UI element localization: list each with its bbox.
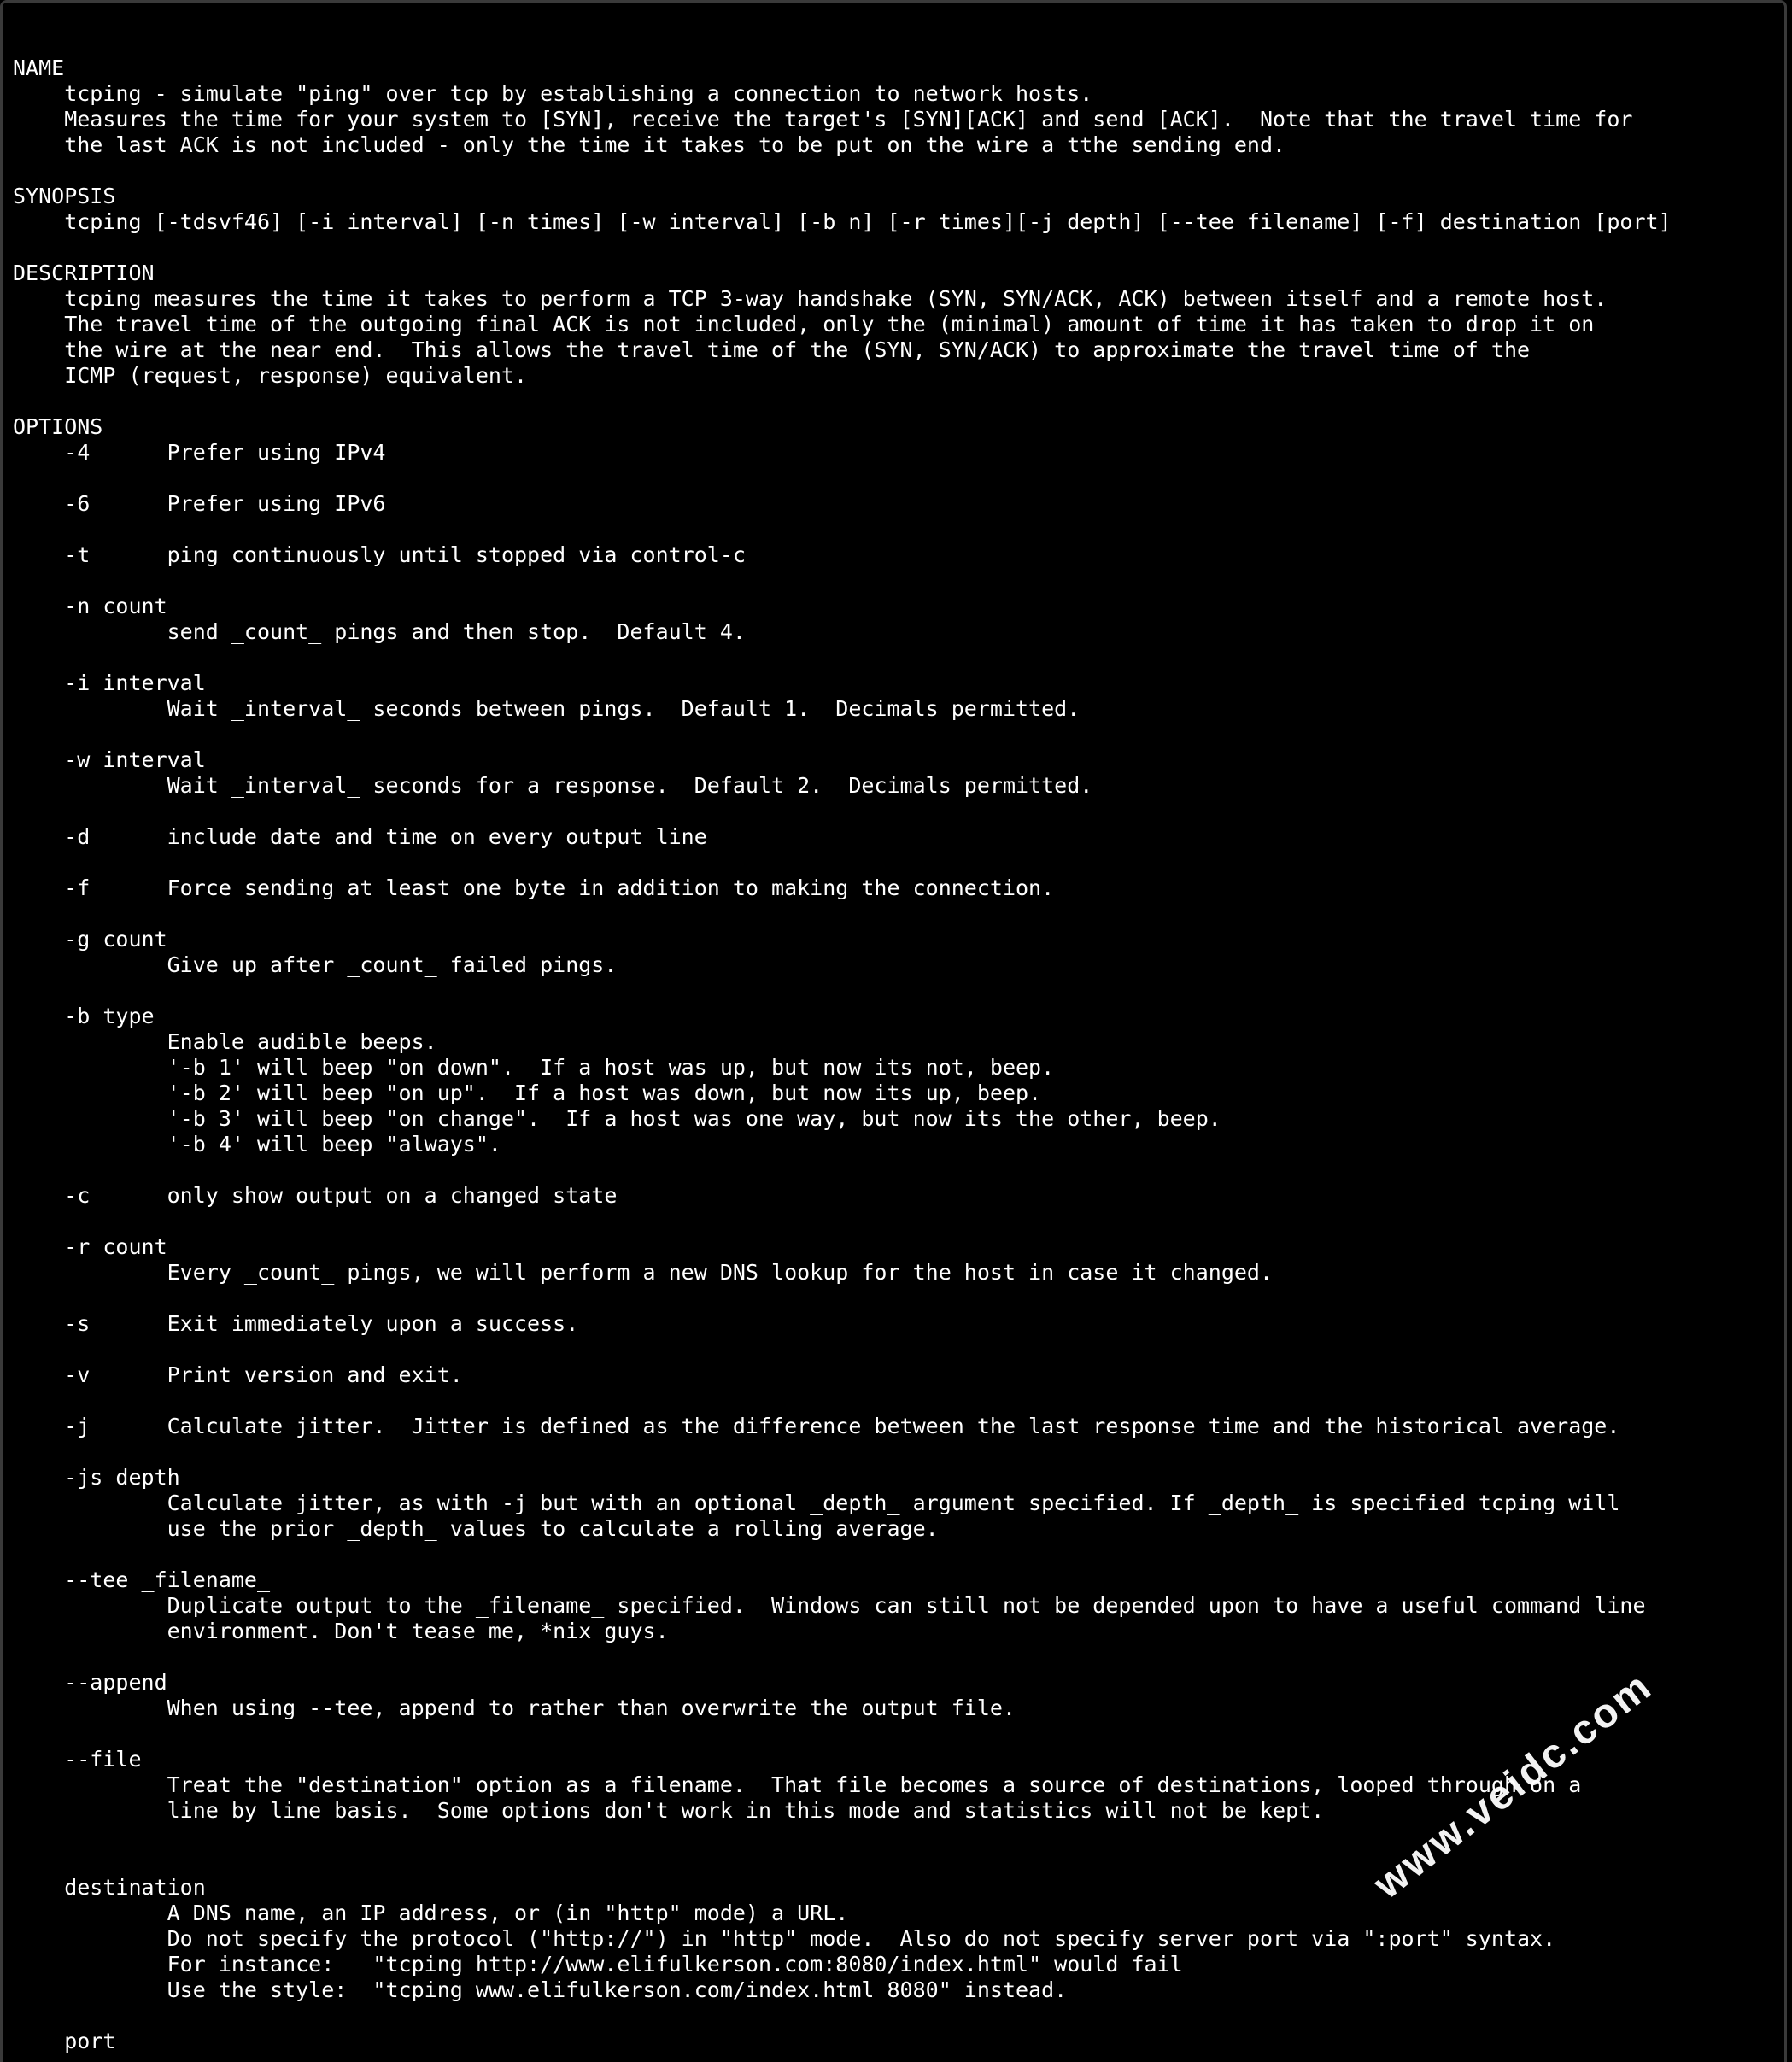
manpage-line: The travel time of the outgoing final ACK is not included, only the (minimal) amount of time it has taken to drop it on	[13, 312, 1595, 337]
manpage-line: -d include date and time on every output line	[13, 824, 707, 849]
manpage-text	[13, 56, 1672, 2054]
manpage-line: Duplicate output to the _filename_ specified. Windows can still not be depended upon to have a useful command line	[13, 1593, 1646, 1618]
manpage-line: port	[13, 2029, 116, 2053]
manpage-line: use the prior _depth_ values to calculate a rolling average.	[13, 1516, 939, 1541]
manpage-line	[13, 1439, 1672, 1465]
manpage-line: '-b 2' will beep "on up". If a host was down, but now its up, beep.	[13, 1081, 1042, 1105]
manpage-line: the last ACK is not included - only the time it takes to be put on the wire a tthe sending end.	[13, 132, 1286, 157]
manpage-line	[13, 517, 1672, 542]
manpage-line: Enable audible beeps.	[13, 1029, 437, 1054]
manpage-line: line by line basis. Some options don't work in this mode and statistics will not be kept.	[13, 1798, 1325, 1823]
manpage-line: Every _count_ pings, we will perform a new DNS lookup for the host in case it changed.	[13, 1260, 1274, 1285]
manpage-line	[13, 799, 1672, 824]
manpage-line: -4 Prefer using IPv4	[13, 440, 386, 465]
manpage-line: --tee _filename_	[13, 1567, 271, 1592]
manpage-line: --file	[13, 1747, 142, 1772]
manpage-line	[13, 389, 1672, 414]
manpage-line: DESCRIPTION	[13, 261, 155, 285]
manpage-line: -t ping continuously until stopped via control-c	[13, 542, 746, 567]
manpage-line	[13, 2003, 1672, 2029]
manpage-line: OPTIONS	[13, 414, 103, 439]
manpage-line: --append	[13, 1670, 167, 1695]
manpage-line: the wire at the near end. This allows the travel time of the (SYN, SYN/ACK) to approximate the travel time of the	[13, 337, 1531, 362]
manpage-line	[13, 1157, 1672, 1183]
manpage-line: -r count	[13, 1234, 167, 1259]
manpage-line	[13, 1644, 1672, 1670]
manpage-line: For instance: "tcping http://www.elifulkerson.com:8080/index.html" would fail	[13, 1952, 1183, 1977]
manpage-line	[13, 1849, 1672, 1875]
manpage-line: -c only show output on a changed state	[13, 1183, 618, 1208]
manpage-line: -w interval	[13, 747, 206, 772]
manpage-line: Use the style: "tcping www.elifulkerson.com/index.html 8080" instead.	[13, 1977, 1068, 2002]
manpage-line: Treat the "destination" option as a filename. That file becomes a source of destinations, looped through on a	[13, 1772, 1582, 1797]
manpage-line: Wait _interval_ seconds between pings. Default 1. Decimals permitted.	[13, 696, 1080, 721]
manpage-line: -b type	[13, 1004, 155, 1028]
manpage-line: Give up after _count_ failed pings.	[13, 952, 618, 977]
manpage-line: tcping [-tdsvf46] [-i interval] [-n times] [-w interval] [-b n] [-r times][-j depth] [--tee filename] [-f] destination [port]	[13, 209, 1672, 234]
manpage-line: -g count	[13, 927, 167, 952]
manpage-line: When using --tee, append to rather than overwrite the output file.	[13, 1696, 1016, 1720]
manpage-line: -f Force sending at least one byte in addition to making the connection.	[13, 876, 1055, 900]
manpage-line: tcping measures the time it takes to perform a TCP 3-way handshake (SYN, SYN/ACK, ACK) between itself and a remote host.	[13, 286, 1608, 311]
manpage-line: ICMP (request, response) equivalent.	[13, 363, 528, 388]
manpage-line	[13, 466, 1672, 491]
manpage-line	[13, 645, 1672, 671]
manpage-line	[13, 901, 1672, 927]
manpage-line: -s Exit immediately upon a success.	[13, 1311, 579, 1336]
manpage-line: destination	[13, 1875, 206, 1900]
manpage-line	[13, 158, 1672, 184]
manpage-line: '-b 4' will beep "always".	[13, 1132, 501, 1157]
manpage-line: -6 Prefer using IPv6	[13, 491, 386, 516]
watermark: www.veidc.com	[1365, 1662, 1661, 1908]
manpage-line	[13, 1388, 1672, 1414]
manpage-line	[13, 1542, 1672, 1567]
manpage-line	[13, 1721, 1672, 1747]
manpage-line: -v Print version and exit.	[13, 1362, 463, 1387]
manpage-line: '-b 3' will beep "on change". If a host was one way, but now its the other, beep.	[13, 1106, 1221, 1131]
manpage-line: A DNS name, an IP address, or (in "http" mode) a URL.	[13, 1901, 849, 1925]
manpage-line: -j Calculate jitter. Jitter is defined as the difference between the last response time and the historical average.	[13, 1414, 1620, 1438]
manpage-line	[13, 722, 1672, 747]
manpage-line	[13, 1337, 1672, 1362]
manpage-line: environment. Don't tease me, *nix guys.	[13, 1619, 669, 1643]
manpage-line: SYNOPSIS	[13, 184, 116, 208]
manpage-line: Calculate jitter, as with -j but with an optional _depth_ argument specified. If _depth_ is specified tcping will	[13, 1491, 1620, 1515]
manpage-line	[13, 1824, 1672, 1849]
manpage-line: tcping - simulate "ping" over tcp by establishing a connection to network hosts.	[13, 81, 1093, 106]
manpage-line: Measures the time for your system to [SYN], receive the target's [SYN][ACK] and send [ACK]. Note that the travel time for	[13, 107, 1633, 132]
manpage-line	[13, 568, 1672, 594]
manpage-line	[13, 850, 1672, 876]
manpage-line: -i interval	[13, 671, 206, 695]
manpage-line	[13, 1209, 1672, 1234]
manpage-line: NAME	[13, 56, 65, 80]
manpage-line	[13, 235, 1672, 261]
manpage-line	[13, 1286, 1672, 1311]
manpage-line	[13, 978, 1672, 1004]
manpage-line: Do not specify the protocol ("http://") in "http" mode. Also do not specify server port via ":port" syntax.	[13, 1926, 1556, 1951]
manpage-line: Wait _interval_ seconds for a response. Default 2. Decimals permitted.	[13, 773, 1093, 798]
manpage-line: -n count	[13, 594, 167, 618]
manpage-line: -js depth	[13, 1465, 180, 1490]
manpage-line: send _count_ pings and then stop. Default 4.	[13, 619, 746, 644]
manpage-line: '-b 1' will beep "on down". If a host was up, but now its not, beep.	[13, 1055, 1055, 1080]
